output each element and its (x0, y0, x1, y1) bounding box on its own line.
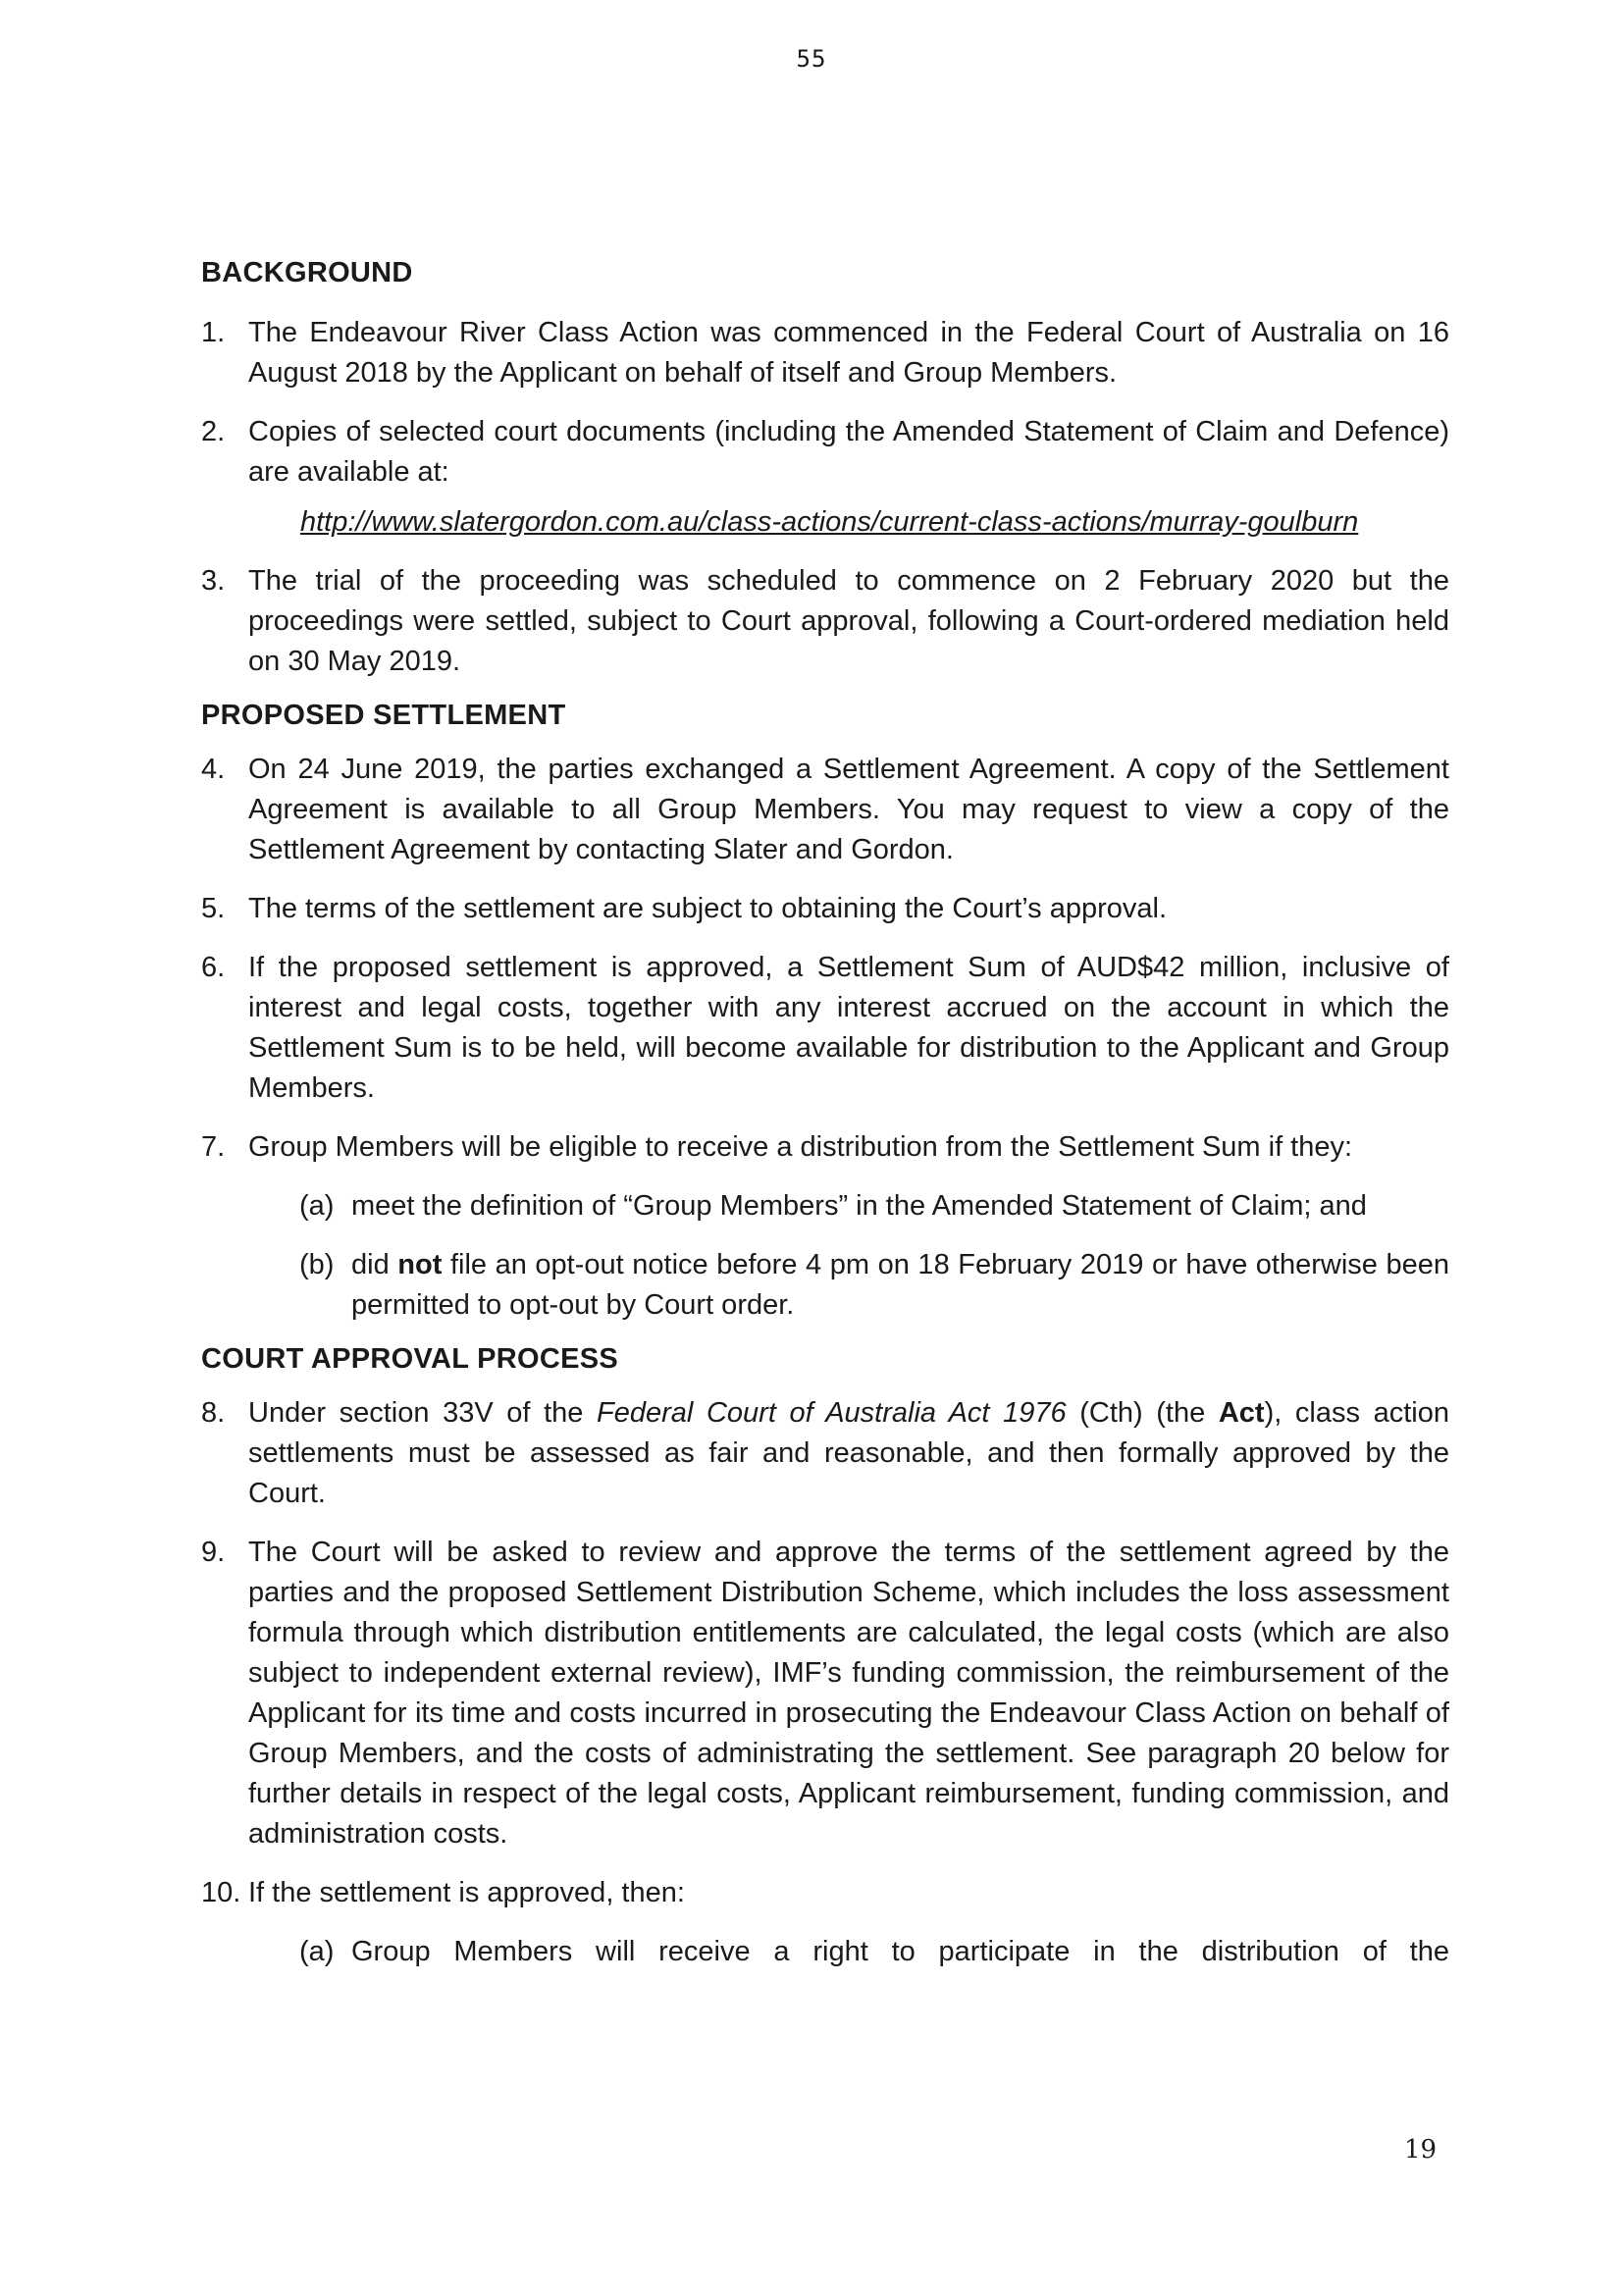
heading-court-approval: COURT APPROVAL PROCESS (201, 1343, 619, 1375)
text-run: (Cth) (the (1066, 1397, 1219, 1429)
paragraph-text: Group Members will be eligible to receive a distribution from the Settlement Sum if they: (248, 1131, 1353, 1163)
subparagraph-7b (299, 1245, 1449, 1326)
paragraph-text: The Endeavour River Class Action was commenced in the Federal Court of Australia on 16 August 2018 by the Applicant on behalf of itself and Group Members. (248, 317, 1449, 389)
document-body (201, 253, 1449, 1972)
subparagraph-7a (299, 1186, 1449, 1226)
paragraph-text: Copies of selected court documents (including the Amended Statement of Claim and Defence) are available at: (248, 416, 1449, 488)
defined-term-act: Act (1218, 1397, 1265, 1429)
paragraph-number: 4. (201, 754, 226, 785)
paragraph-text: The terms of the settlement are subject to obtaining the Court’s approval. (248, 893, 1168, 924)
paragraph-text: The Court will be asked to review and approve the terms of the settlement agreed by the parties and the proposed Settlement Distribution Scheme, which includes the loss assessment formula through which distribution entitlements are calculated, the legal costs (which are also subject to independent external review), IMF’s funding commission, the reimbursement of the Applicant for its time and costs incurred in prosecuting the Endeavour Class Action on behalf of Group Members, and the costs of administrating the settlement. See paragraph 20 below for further details in respect of the legal costs, Applicant reimbursement, funding commission, and administration costs. (248, 1537, 1449, 1850)
heading-proposed-settlement: PROPOSED SETTLEMENT (201, 700, 566, 731)
text-run: file an opt-out notice before 4 pm on 18 February 2019 or have otherwise been permitted to opt-out by Court order. (351, 1249, 1449, 1321)
paragraph-text: If the settlement is approved, then: (248, 1877, 685, 1908)
subparagraph-text: meet the definition of “Group Members” in the Amended Statement of Claim; and (351, 1190, 1367, 1222)
paragraph-3 (201, 561, 1449, 682)
paragraph-7 (201, 1127, 1449, 1168)
subparagraph-text (351, 1245, 1449, 1326)
emphasis-not: not (397, 1249, 443, 1280)
paragraph-number: 6. (201, 952, 226, 983)
paragraph-text (248, 1393, 1449, 1514)
paragraph-number: 3. (201, 565, 226, 597)
subparagraph-label: (a) (299, 1190, 335, 1222)
paragraph-text: On 24 June 2019, the parties exchanged a Settlement Agreement. A copy of the Settlement Agreement is available to all Group Members. You may request to view a copy of the Settlement Agreement by contacting Slater and Gordon. (248, 754, 1449, 865)
court-documents-link[interactable]: http://www.slatergordon.com.au/class-actions/current-class-actions/murray-goulburn (300, 506, 1359, 538)
paragraph-number: 10. (201, 1877, 241, 1908)
paragraph-text: If the proposed settlement is approved, a Settlement Sum of AUD$42 million, inclusive of interest and legal costs, together with any interest accrued on the account in which the Settlement Sum is to be held, will become available for distribution to the Applicant and Group Members. (248, 952, 1449, 1104)
act-title: Federal Court of Australia Act 1976 (597, 1397, 1067, 1429)
paragraph-4 (201, 750, 1449, 870)
page-number-bottom: 19 (1404, 2135, 1438, 2165)
text-run: Under section 33V of the (248, 1397, 598, 1429)
paragraph-text: The trial of the proceeding was scheduled to commence on 2 February 2020 but the proceedings were settled, subject to Court approval, following a Court-ordered mediation held on 30 May 2019. (248, 565, 1449, 677)
paragraph-9 (201, 1533, 1449, 1854)
paragraph-6 (201, 948, 1449, 1109)
paragraph-10 (201, 1873, 1449, 1913)
heading-background: BACKGROUND (201, 257, 413, 288)
subparagraph-label: (a) (299, 1936, 335, 1967)
subparagraph-text: Group Members will receive a right to participate in the distribution of the (351, 1936, 1449, 1967)
paragraph-number: 8. (201, 1397, 226, 1429)
paragraph-number: 9. (201, 1537, 226, 1568)
paragraph-2 (201, 412, 1449, 493)
paragraph-5 (201, 889, 1449, 929)
paragraph-number: 7. (201, 1131, 226, 1163)
paragraph-number: 2. (201, 416, 226, 447)
subparagraph-label: (b) (299, 1249, 335, 1280)
paragraph-number: 5. (201, 893, 226, 924)
text-run: did (351, 1249, 398, 1280)
page-number-top: 55 (796, 45, 827, 73)
paragraph-8 (201, 1393, 1449, 1514)
paragraph-1 (201, 313, 1449, 393)
subparagraph-10a (299, 1932, 1449, 1972)
text-run: ), class action settlements must be assessed as fair and reasonable, and then formally approved by the Court. (248, 1397, 1449, 1509)
paragraph-number: 1. (201, 317, 226, 348)
